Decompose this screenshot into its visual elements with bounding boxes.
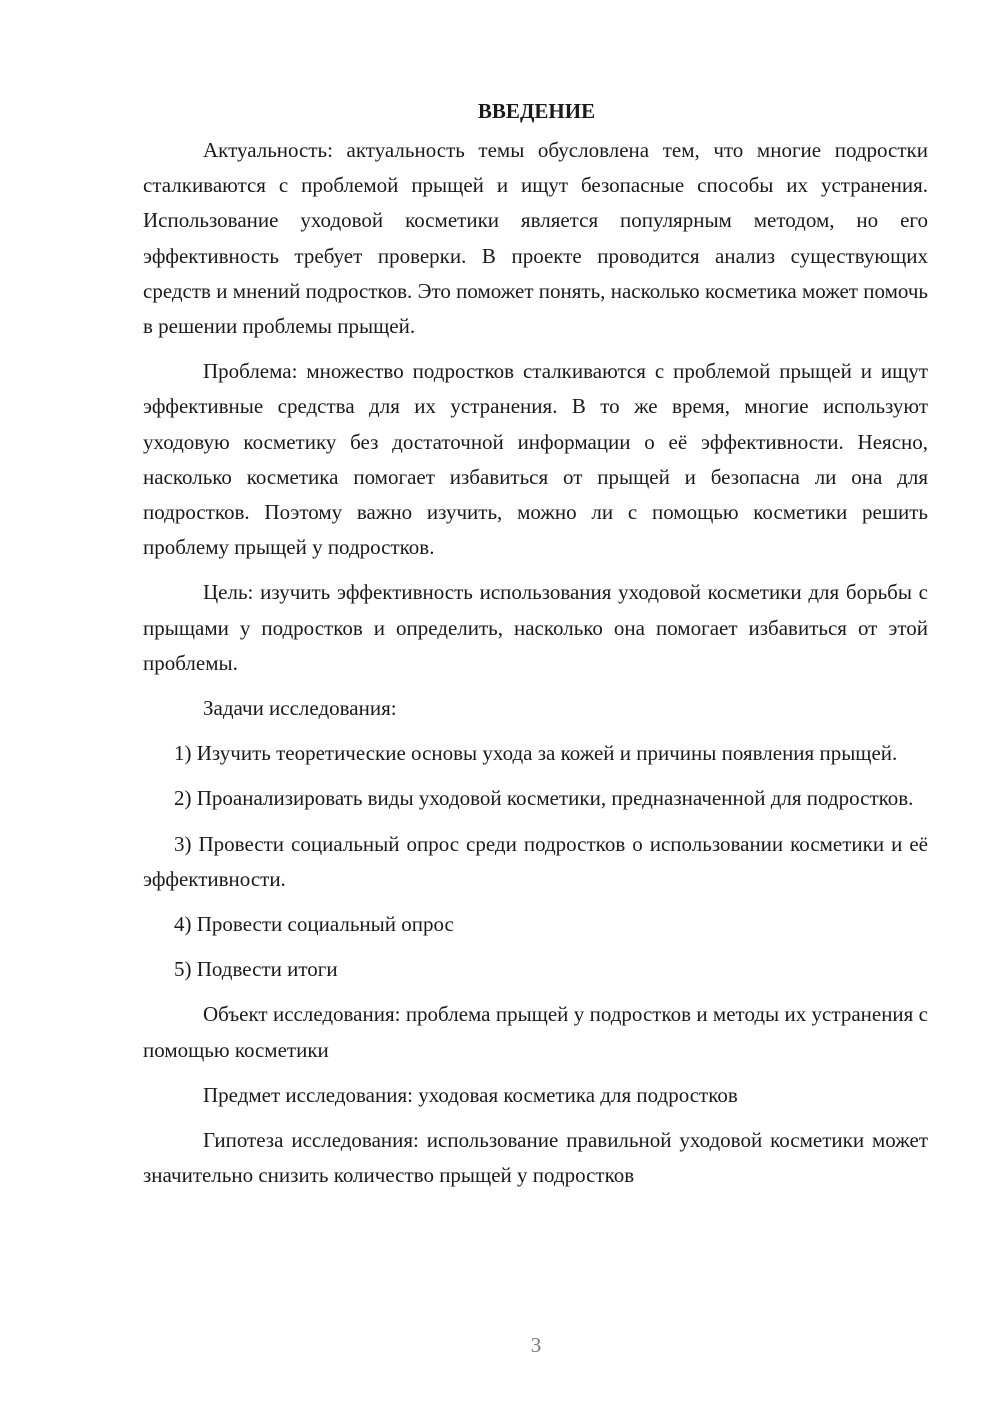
document-page <box>143 96 928 1203</box>
page-title: ВВЕДЕНИЕ <box>477 99 596 123</box>
paragraph-subject: Предмет исследования: уходовая косметика для подростков <box>203 1082 738 1107</box>
paragraph-object: Объект исследования: проблема прыщей у подростков и методы их устранения с помощью косметики <box>143 1002 928 1062</box>
paragraph-hypothesis: Гипотеза исследования: использование правильной уходовой косметики может значительно снизить количество прыщей у подростков <box>143 1128 928 1188</box>
list-item: 1) Изучить теоретические основы ухода за кожей и причины появления прыщей. <box>174 741 898 766</box>
paragraph-goal: Цель: изучить эффективность использования уходовой косметики для борьбы с прыщами у подростков и определить, насколько она помогает избавиться от этой проблемы. <box>143 580 928 675</box>
list-item: 3) Провести социальный опрос среди подростков о использовании косметики и её эффективности. <box>143 831 928 891</box>
page-number: 3 <box>530 1333 542 1357</box>
tasks-list <box>143 736 928 987</box>
paragraph-problem: Проблема: множество подростков сталкиваются с проблемой прыщей и ищут эффективные средства для их устранения. В то же время, многие используют уходовую косметику без достаточной информации о её эффективности. Неясно, насколько косметика помогает избавиться от прыщей и безопасна ли она для подростков. Поэтому важно изучить, можно ли с помощью косметики решить проблему прыщей у подростков. <box>143 359 928 560</box>
list-item: 5) Подвести итоги <box>174 957 338 982</box>
list-item: 2) Проанализировать виды уходовой косметики, предназначенной для подростков. <box>174 786 914 811</box>
tasks-title: Задачи исследования: <box>203 696 397 721</box>
list-item: 4) Провести социальный опрос <box>174 912 454 937</box>
paragraph-relevance: Актуальность: актуальность темы обусловлена тем, что многие подростки сталкиваются с проблемой прыщей и ищут безопасные способы их устранения. Использование уходовой косметики является популярным методом, но его эффективность требует проверки. В проекте проводится анализ существующих средств и мнений подростков. Это поможет понять, насколько косметика может помочь в решении проблемы прыщей. <box>143 138 928 339</box>
